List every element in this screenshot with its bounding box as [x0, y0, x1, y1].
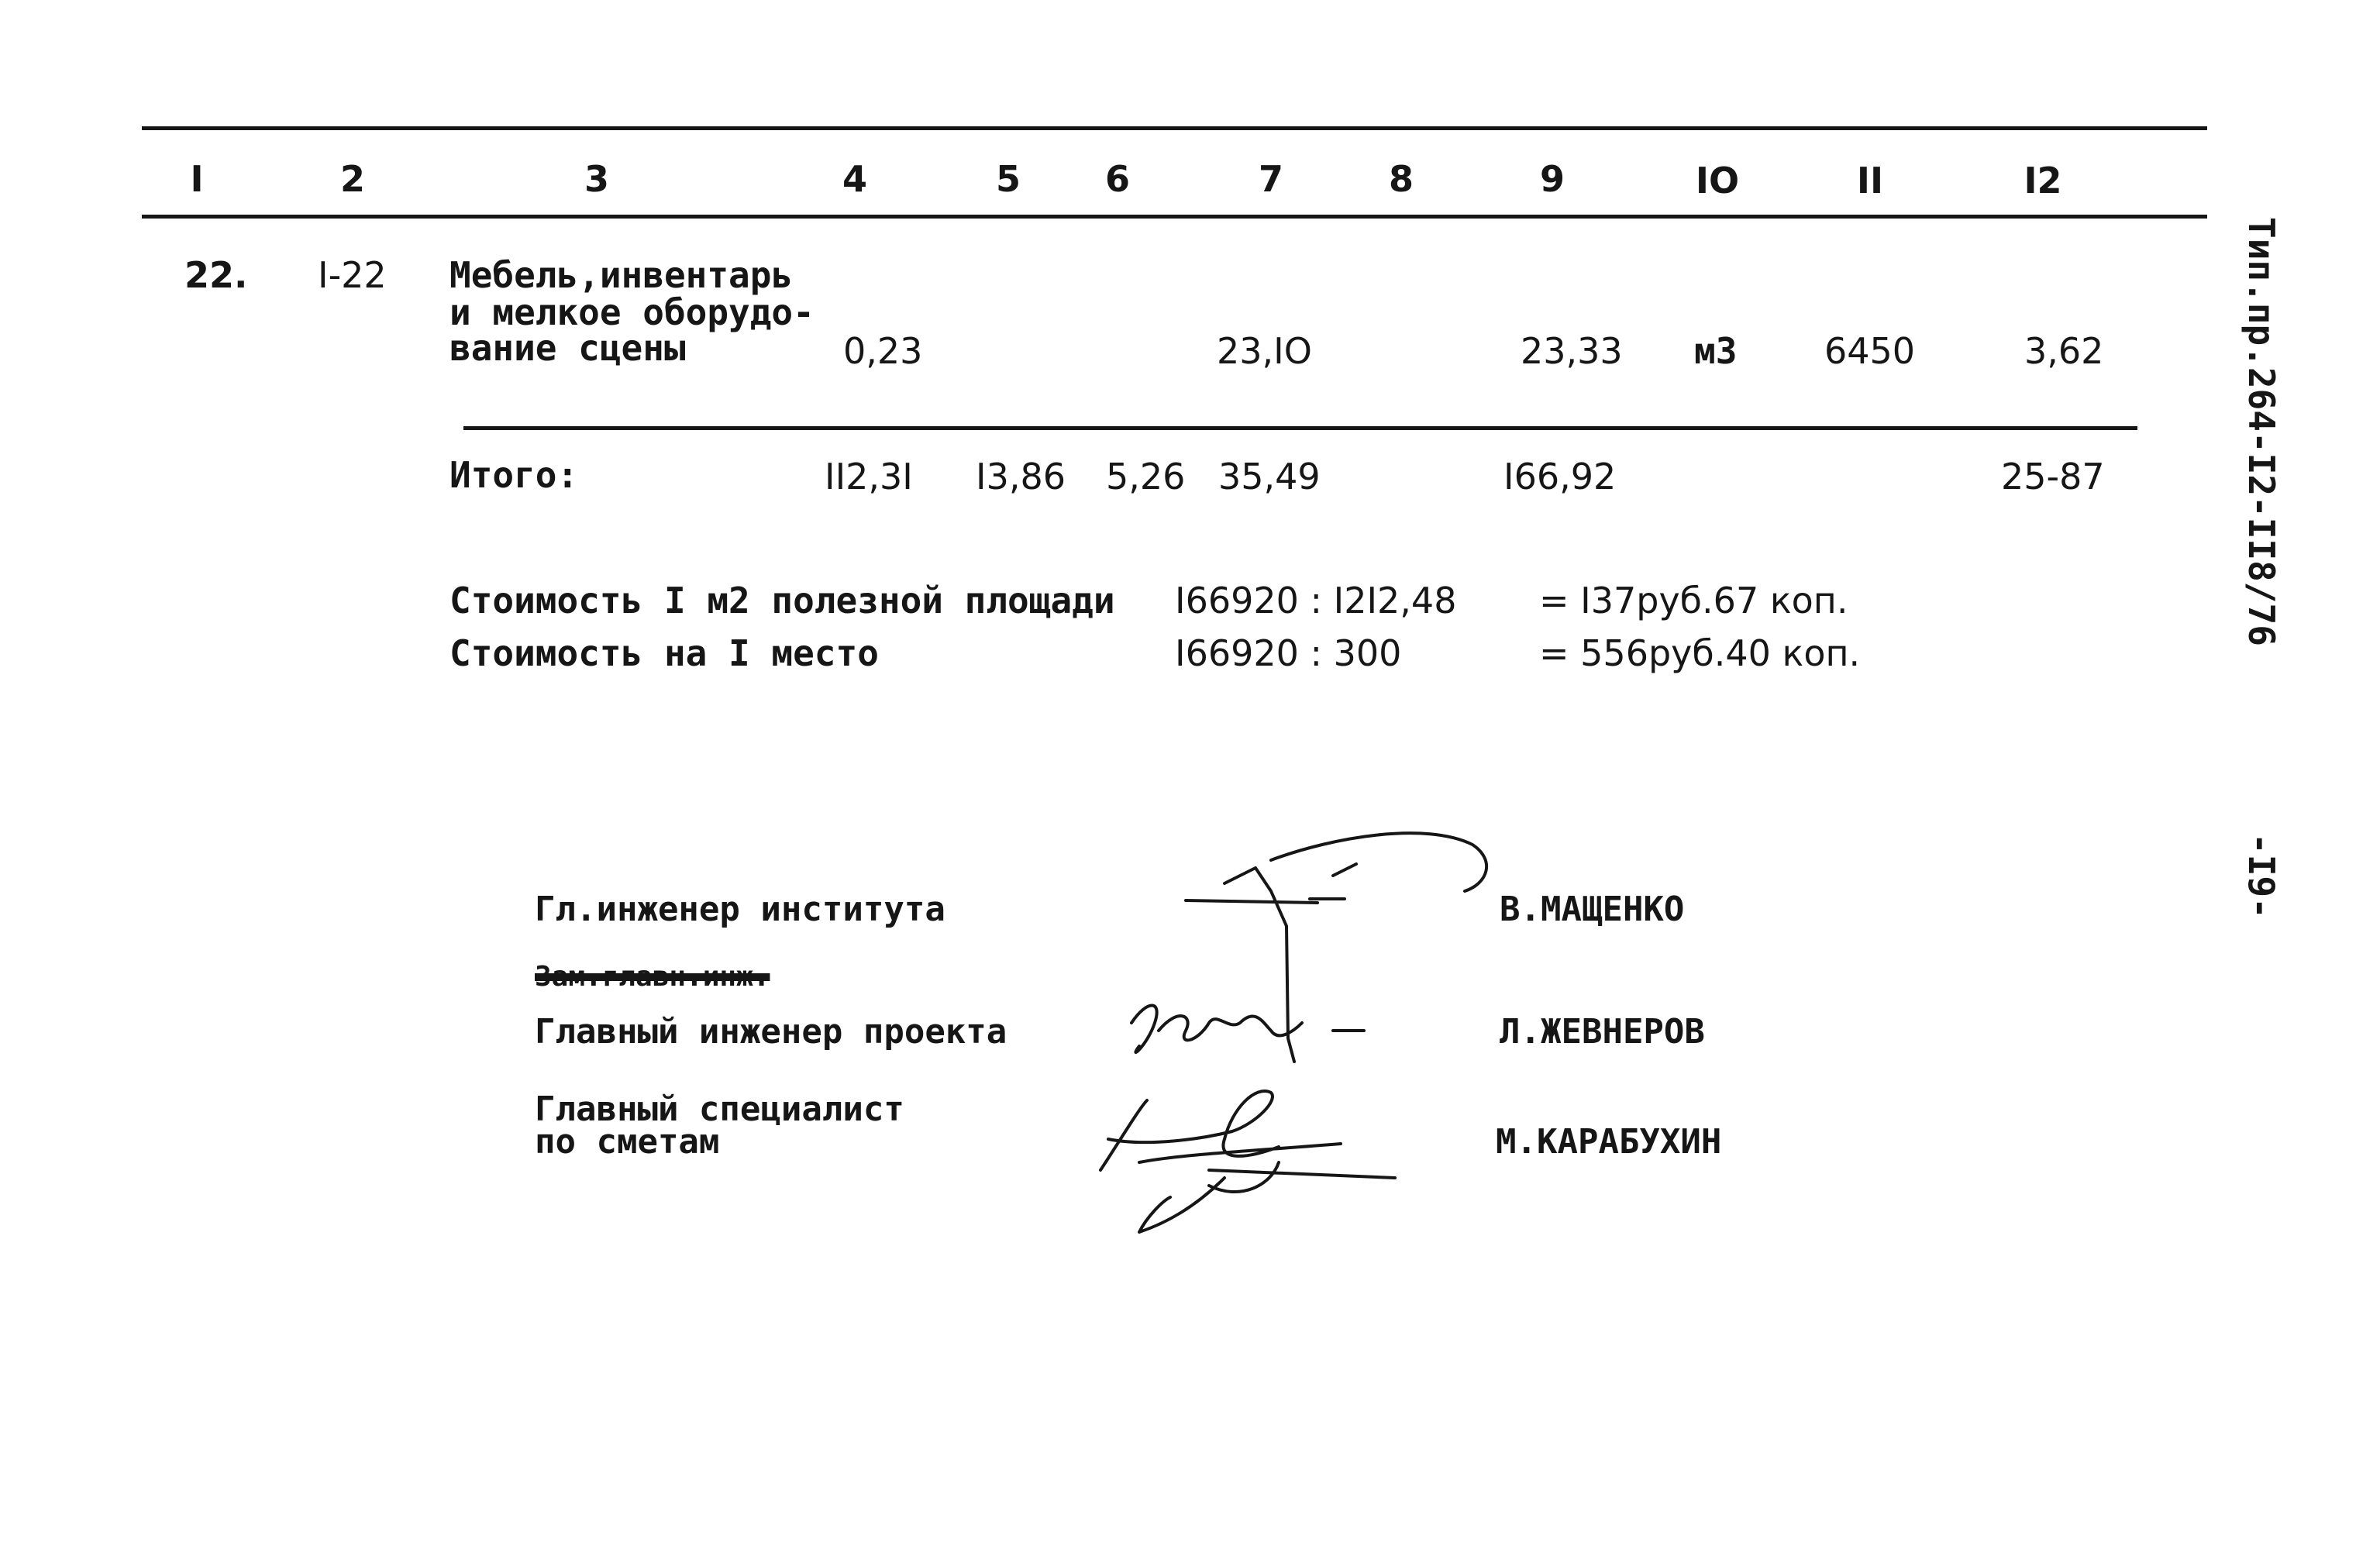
col-header-10: IO [1695, 160, 1740, 201]
total-col5: I3,86 [976, 456, 1066, 497]
name-karabukhin: М.КАРАБУХИН [1496, 1122, 1722, 1162]
row-col9: 23,33 [1521, 330, 1623, 372]
total-col4: II2,3I [825, 456, 913, 497]
total-col12: 25-87 [2001, 456, 2105, 497]
role-struck-out: Зам.главн.инж. [535, 961, 770, 993]
cost-result-seat: = 556руб.40 коп. [1539, 632, 1861, 674]
col-header-6: 6 [1104, 158, 1131, 200]
signature-zhevnerov [1131, 1006, 1364, 1053]
doc-code-vertical: Тип.пр.264-I2-II8/76 [2241, 217, 2282, 646]
row-number: 22. [184, 254, 248, 296]
cost-formula-seat: I66920 : 300 [1175, 632, 1402, 674]
cost-label-seat: Стоимость на I место [449, 632, 879, 674]
col-header-8: 8 [1388, 158, 1414, 200]
col-header-9: 9 [1539, 158, 1565, 200]
signature-mashchenko [1186, 833, 1486, 1062]
row-name-line-1: Мебель,инвентарь [449, 254, 794, 296]
role-chief-engineer-project: Главный инженер проекта [535, 1012, 1007, 1052]
col-header-11: II [1856, 160, 1884, 201]
role-chief-specialist-line-1: Главный специалист [535, 1090, 904, 1129]
role-chief-engineer-institute: Гл.инженер института [535, 890, 945, 929]
total-col9: I66,92 [1503, 456, 1617, 497]
total-label: Итого: [449, 454, 579, 496]
col-header-4: 4 [842, 158, 868, 200]
name-zhevnerov: Л.ЖЕВНЕРОВ [1500, 1012, 1705, 1052]
name-mashchenko: В.МАЩЕНКО [1500, 890, 1685, 929]
cost-label-area: Стоимость I м2 полезной площади [449, 580, 1115, 621]
signature-karabukhin [1100, 1091, 1395, 1232]
col-header-12: I2 [2024, 160, 2062, 201]
cost-formula-area: I66920 : I2I2,48 [1175, 580, 1457, 621]
role-chief-specialist-line-2: по сметам [535, 1122, 720, 1162]
row-name-line-2: и мелкое оборудо- [449, 291, 815, 333]
col-header-3: 3 [584, 158, 610, 200]
col-header-1: I [190, 158, 204, 200]
col-header-7: 7 [1258, 158, 1284, 200]
row-name-line-3: вание сцены [449, 327, 686, 369]
page-number-vertical: -I9- [2241, 833, 2282, 919]
row-col12: 3,62 [2024, 330, 2104, 372]
row-col10-unit: м3 [1694, 330, 1738, 372]
total-col6: 5,26 [1106, 456, 1186, 497]
col-header-5: 5 [995, 158, 1021, 200]
row-code: I-22 [318, 254, 387, 296]
col-header-2: 2 [339, 158, 366, 200]
row-col11: 6450 [1824, 330, 1916, 372]
row-col4: 0,23 [843, 330, 923, 372]
cost-result-area: = I37руб.67 коп. [1539, 580, 1848, 621]
row-col7: 23,IO [1217, 330, 1312, 372]
total-col7: 35,49 [1218, 456, 1321, 497]
